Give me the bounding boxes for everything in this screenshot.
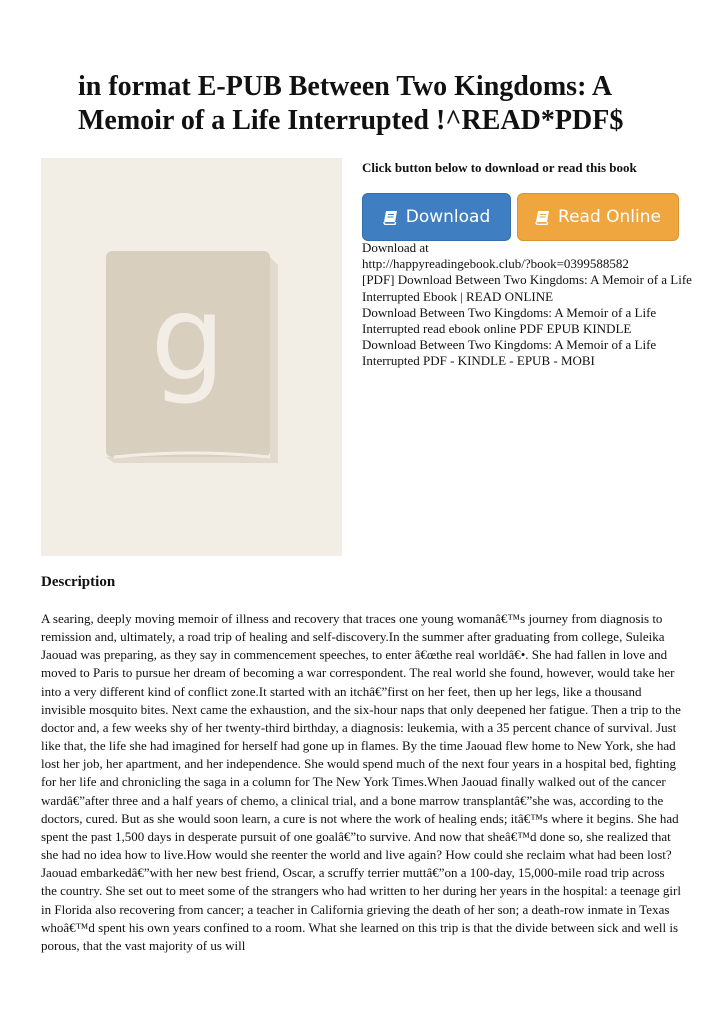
read-online-button[interactable] xyxy=(517,193,679,241)
download-button[interactable] xyxy=(362,193,511,241)
download-url-link[interactable]: http://happyreadingebook.club/?book=0399588582 xyxy=(362,256,629,272)
download-links xyxy=(362,240,692,370)
svg-text:g: g xyxy=(150,269,226,407)
download-at-label: Download at xyxy=(362,240,429,255)
book-icon xyxy=(535,210,551,225)
description-heading: Description xyxy=(41,574,116,590)
download-line-kindle: Download Between Two Kingdoms: A Memoir of a Life Interrupted PDF - KINDLE - EPUB - MOBI xyxy=(362,337,657,369)
book-icon xyxy=(383,210,399,225)
goodreads-g-book-icon xyxy=(106,251,278,463)
book-title: in format E-PUB Between Two Kingdoms: A Memoir of a Life Interrupted !^READ*PDF$ xyxy=(78,71,624,136)
download-line-epub: Download Between Two Kingdoms: A Memoir of a Life Interrupted read ebook online PDF EPUB KINDLE xyxy=(362,304,657,337)
download-button-label: Download xyxy=(405,207,491,227)
download-line-pdf: [PDF] Download Between Two Kingdoms: A Memoir of a Life Interrupted Ebook | READ ONLINE xyxy=(362,272,692,304)
book-cover-placeholder xyxy=(41,158,342,556)
download-prompt: Click button below to download or read this book xyxy=(362,160,637,175)
read-online-button-label: Read Online xyxy=(558,207,661,227)
description-text: A searing, deeply moving memoir of illness and recovery that traces one young womanâ€™s journey from diagnosis to remission and, ultimately, a road trip of healing and self-discovery.In the summer after graduating from college, Suleika Jaouad was preparing, as they say in commencement speeches, to enter â€œthe real worldâ€•. She had fallen in love and moved to Paris to pursue her dream of becoming a war correspondent. The real world she found, however, would take her into a very different kind of conflict zone.It started with an itchâ€”first on her feet, then up her legs, like a thousand invisible mosquito bites. Next came the exhaustion, and the six-hour naps that only deepened her fatigue. Then a trip to the doctor and, a few weeks shy of her twenty-third birthday, a diagnosis: leukemia, with a 35 percent chance of survival. Just like that, the life she had imagined for herself had gone up in flames. By the time Jaouad flew home to New York, she had lost her job, her apartment, and her independence. She would spend much of the next four years in a hospital bed, fighting for her life and chronicling the saga in a column for The New York Times.When Jaouad finally walked out of the cancer wardâ€”after three and a half years of chemo, a clinical trial, and a bone marrow transplantâ€”she was, according to the doctors, cured. But as she would soon learn, a cure is not where the work of healing ends; itâ€™s where it begins. She had spent the past 1,500 days in desperate pursuit of one goalâ€”to survive. And now that sheâ€™d done so, she realized that she had no idea how to live.How would she reenter the world and live again? How could she reclaim what had been lost? Jaouad embarkedâ€”with her new best friend, Oscar, a scruffy terrier muttâ€”on a 100-day, 15,000-mile road trip across the country. She set out to meet some of the strangers who had written to her during her years in the hospital: a teenage girl in Florida also recovering from cancer; a teacher in California grieving the death of her son; a death-row inmate in Texas whoâ€™d spent his own years confined to a room. What she learned on this trip is that the divide between sick and well is porous, that the vast majority of us will xyxy=(41,611,681,953)
